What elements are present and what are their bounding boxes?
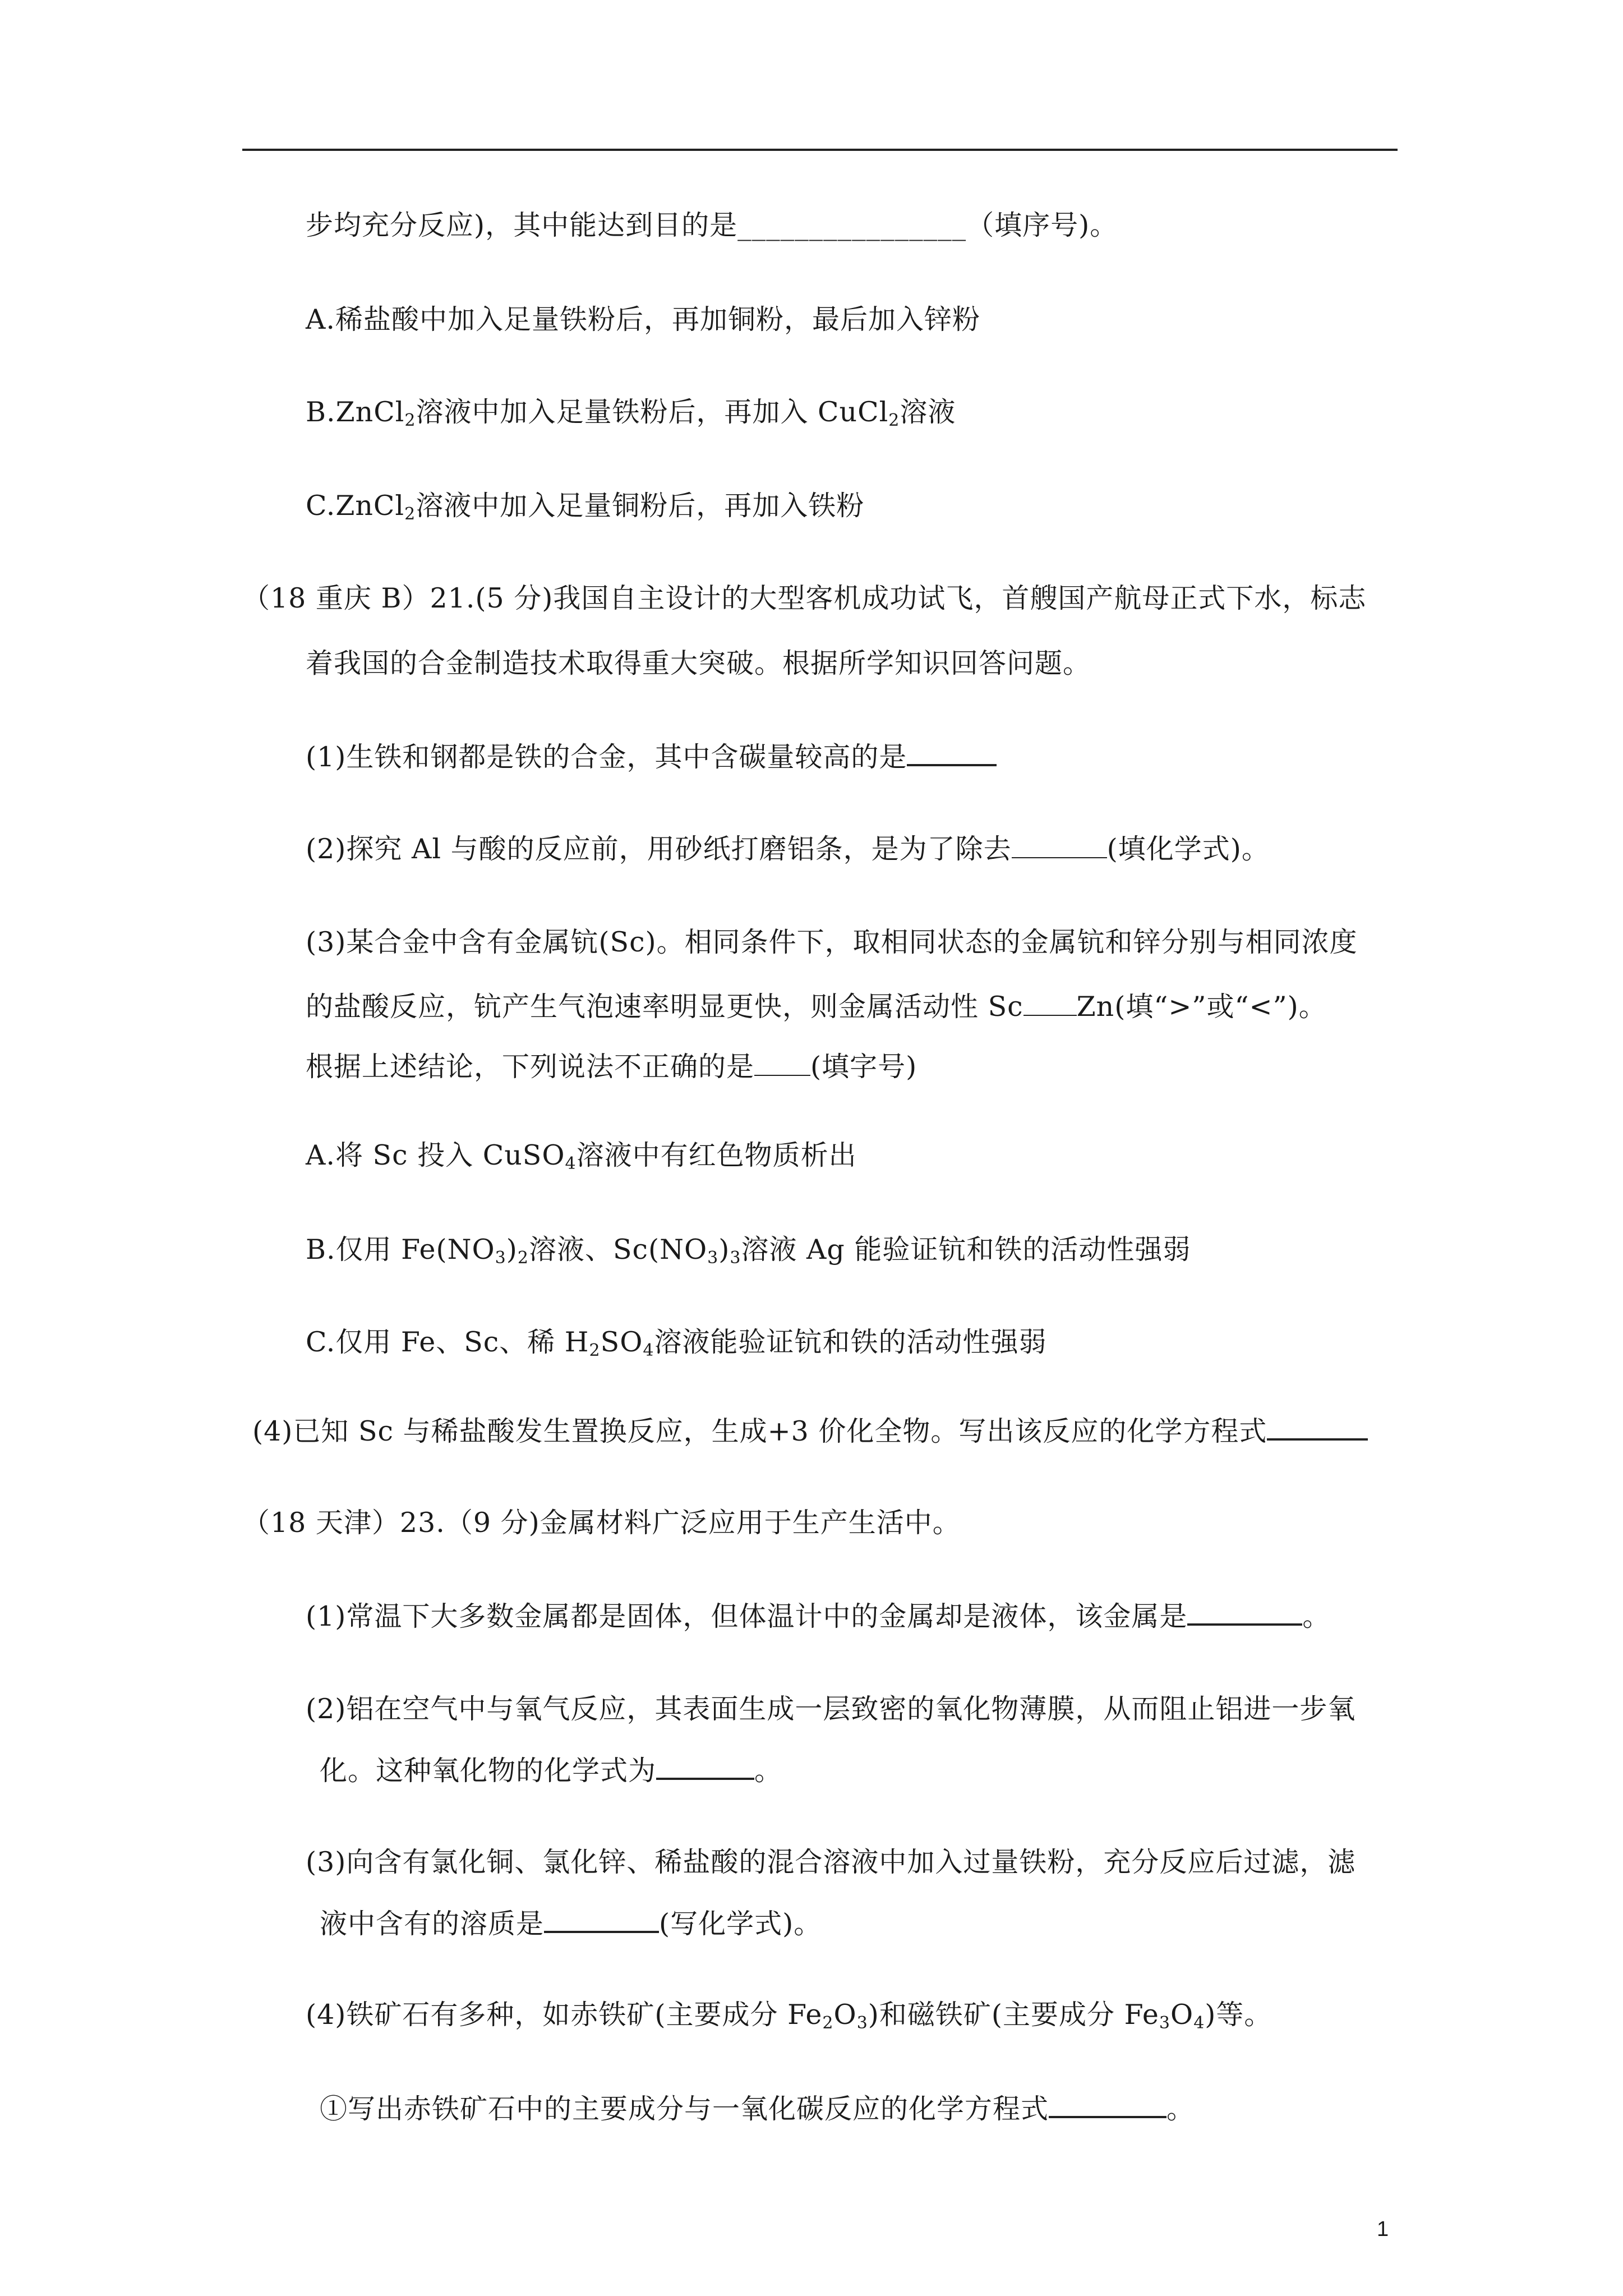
question-21-line2: 着我国的合金制造技术取得重大突破。根据所学知识回答问题。 [306, 647, 1091, 679]
option-a-1: A.稀盐酸中加入足量铁粉后，再加铜粉，最后加入锌粉 [306, 303, 980, 335]
answer-blank[interactable] [656, 1753, 754, 1780]
q21-part3-line3: 根据上述结论，下列说法不正确的是 (填字号) [306, 1051, 917, 1083]
answer-blank[interactable] [1023, 990, 1077, 1016]
q23-part4: (4)铁矿石有多种，如赤铁矿(主要成分 $Fe_2O_3$)和磁铁矿(主要成分 $Fe_3O_4$)等。 [306, 1999, 1272, 2033]
q23-part1: (1)常温下大多数金属都是固体，但体温计中的金属却是液体，该金属是 。 [306, 1599, 1330, 1634]
answer-blank[interactable] [1012, 832, 1107, 858]
answer-blank[interactable] [1267, 1414, 1368, 1441]
answer-blank[interactable] [754, 1050, 810, 1076]
option-c-1: C.ZnCl$_2$溶液中加入足量铜粉后，再加入铁粉 [306, 490, 865, 524]
answer-blank[interactable] [1187, 1599, 1302, 1626]
question-21-heading: （18 重庆 B）21.(5 分)我国自主设计的大型客机成功试飞，首艘国产航母正式下水，标志 [242, 582, 1367, 614]
q21-part1: (1)生铁和钢都是铁的合金，其中含碳量较高的是 [306, 739, 997, 774]
q23-part2: (2)铝在空气中与氧气反应，其表面生成一层致密的氧化物薄膜，从而阻止铝进一步氧 [306, 1693, 1356, 1725]
answer-blank[interactable] [907, 739, 997, 766]
q23-part3-line2: 液中含有的溶质是 (写化学式)。 [320, 1906, 822, 1941]
q23-part2-line2: 化。这种氧化物的化学式为 。 [320, 1753, 782, 1788]
q21-part4: (4)已知 Sc 与稀盐酸发生置换反应，生成+3 价化全物。写出该反应的化学方程式 [252, 1414, 1368, 1448]
page-number: 1 [1377, 2217, 1389, 2241]
q21-part3-line2: 的盐酸反应，钪产生气泡速率明显更快，则金属活动性 Sc Zn(填“>”或“<”)。 [306, 991, 1327, 1023]
q23-part3: (3)向含有氯化铜、氯化锌、稀盐酸的混合溶液中加入过量铁粉，充分反应后过滤，滤 [306, 1846, 1356, 1878]
option-b-1: B.ZnCl$_2$溶液中加入足量铁粉后，再加入 CuCl$_2$溶液 [306, 396, 956, 430]
q23-part4-sub1: ①写出赤铁矿石中的主要成分与一氧化碳反应的化学方程式 。 [320, 2091, 1195, 2126]
option-b-2: B.仅用 $Fe(NO_3)_2$溶液、$Sc(NO_3)_3$溶液 Ag 能验证钪和铁的活动性强弱 [306, 1234, 1191, 1268]
answer-blank[interactable] [544, 1906, 659, 1933]
answer-blank[interactable] [1049, 2091, 1166, 2118]
header-rule [242, 149, 1398, 151]
option-a-2: A.将 Sc 投入 CuSO$_4$溶液中有红色物质析出 [306, 1139, 857, 1174]
q21-part2: (2)探究 Al 与酸的反应前，用砂纸打磨铝条，是为了除去 (填化学式)。 [306, 833, 1270, 865]
question-23-heading: （18 天津）23.（9 分)金属材料广泛应用于生产生活中。 [242, 1507, 961, 1539]
line-1: 步均充分反应)，其中能达到目的是________________（填序号)。 [306, 209, 1118, 241]
option-c-2: C.仅用 Fe、Sc、稀 $H_2SO_4$溶液能验证钪和铁的活动性强弱 [306, 1326, 1047, 1360]
q21-part3: (3)某合金中含有金属钪(Sc)。相同条件下，取相同状态的金属钪和锌分别与相同浓度 [306, 926, 1358, 958]
